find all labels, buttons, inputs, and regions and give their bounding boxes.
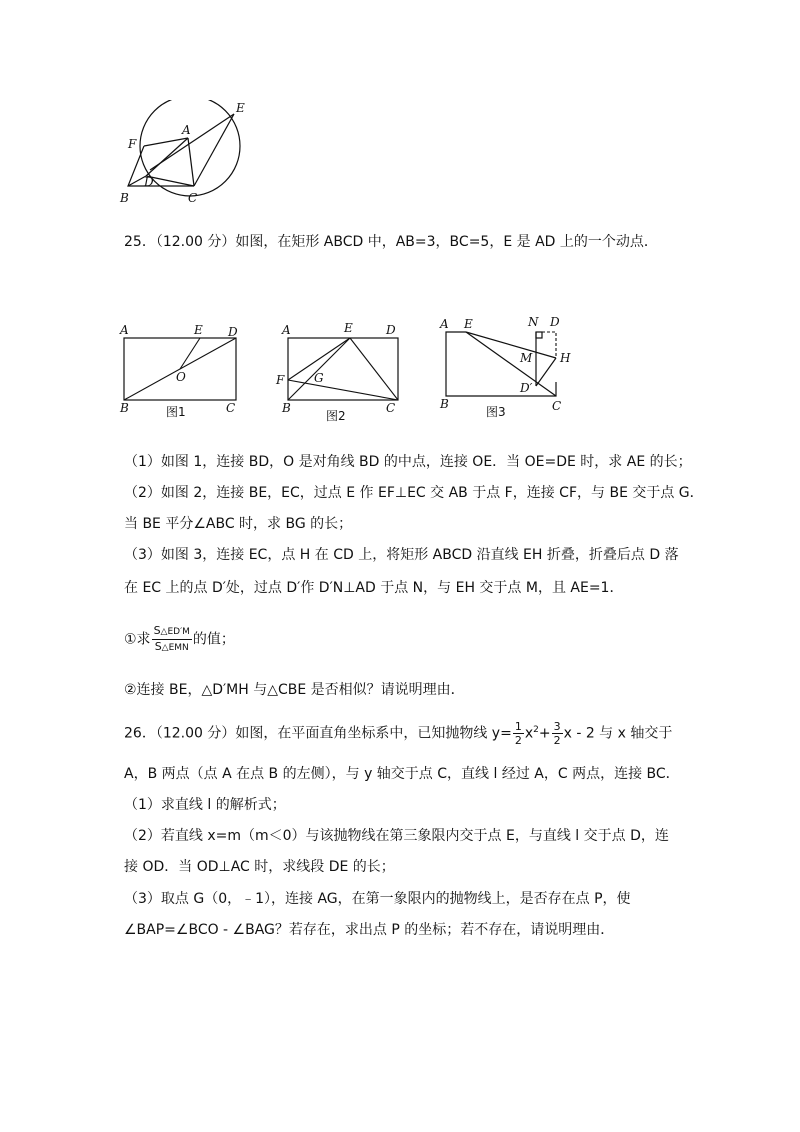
q26-line2: A，B 两点（点 A 在点 B 的左侧），与 y 轴交于点 C，直线 l 经过 A，C 两点，连接 BC． [124, 766, 680, 782]
fig1-caption: 图1 [166, 405, 186, 418]
figure-1 [118, 318, 242, 418]
fraction-one-half [513, 720, 524, 747]
fig3-label-E: E [464, 317, 473, 331]
q25-sub1-suffix: 的值； [192, 631, 235, 648]
label-E: E [236, 101, 245, 115]
fig3-label-D: D [550, 315, 560, 329]
fig2-label-F: F [276, 373, 285, 387]
fig2-label-E: E [344, 321, 353, 335]
fig2-label-B: B [282, 401, 291, 415]
fig1-label-E: E [194, 323, 203, 337]
q26-part2-line2: 接 OD．当 OD⊥AC 时，求线段 DE 的长； [124, 859, 395, 875]
label-F: F [128, 137, 137, 151]
fraction-three-halves [552, 720, 563, 747]
frac2-num: 3 [553, 720, 561, 734]
fig3-label-Dprime: D′ [520, 381, 533, 395]
fig3-label-C: C [552, 399, 562, 413]
q25-sub1-prefix: ①求 [124, 631, 151, 648]
fig2-caption: 图2 [326, 409, 346, 422]
frac1-den: 2 [514, 734, 522, 748]
figure-3 [436, 312, 576, 418]
fig3-label-H: H [560, 351, 571, 365]
fig3-label-B: B [440, 397, 449, 411]
fig3-label-M: M [520, 351, 533, 365]
q26-line1-a: 26．（12.00 分）如图，在平面直角坐标系中，已知抛物线 y= [124, 725, 512, 742]
frac1-num: 1 [514, 720, 522, 734]
q26-plus: + [538, 725, 551, 742]
fig1-label-A: A [120, 323, 129, 337]
area-den-sub: △EMN [161, 643, 189, 653]
q25-part3-line1: （3）如图 3，连接 EC，点 H 在 CD 上，将矩形 ABCD 沿直线 EH 折叠，折叠后点 D 落 [124, 547, 679, 563]
q25-header: 25．（12.00 分）如图，在矩形 ABCD 中，AB=3，BC=5，E 是 AD 上的一个动点． [124, 234, 658, 250]
q26-exp: 2 [533, 725, 539, 735]
figure-2 [272, 318, 408, 422]
q25-part1: （1）如图 1，连接 BD，O 是对角线 BD 的中点，连接 OE．当 OE=DE 时，求 AE 的长； [124, 454, 692, 470]
fig3-label-N: N [528, 315, 539, 329]
q25-sub2: ②连接 BE，△D′MH 与△CBE 是否相似？请说明理由． [124, 682, 465, 698]
q26-part2-line1: （2）若直线 x=m（m＜0）与该抛物线在第三象限内交于点 E，与直线 l 交于点 D，连 [124, 828, 669, 844]
q26-part3-line2: ∠BAP=∠BCO - ∠BAG？若存在，求出点 P 的坐标；若不存在，请说明理由． [124, 922, 615, 938]
fig1-label-O: O [176, 370, 186, 384]
fig3-caption: 图3 [486, 405, 506, 418]
label-A: A [182, 123, 191, 137]
area-num: S [153, 624, 161, 637]
fig2-label-C: C [386, 401, 396, 415]
fig2-label-A: A [282, 323, 291, 337]
fig1-label-B: B [120, 401, 129, 415]
q25-part2-line2: 当 BE 平分∠ABC 时，求 BG 的长； [124, 516, 353, 532]
q26-line1-d: x - 2 与 x 轴交于 [563, 725, 673, 742]
label-B: B [120, 191, 129, 205]
circle-figure [118, 100, 258, 208]
q26-x: x [524, 725, 534, 742]
area-ratio-fraction [152, 624, 192, 655]
q25-part3-line2: 在 EC 上的点 D′处，过点 D′作 D′N⊥AD 于点 N，与 EH 交于点 M，且 AE=1． [124, 580, 624, 596]
fig1-label-C: C [226, 401, 236, 415]
area-den: S [154, 640, 162, 653]
q26-line1 [124, 714, 744, 750]
q26-part1: （1）求直线 l 的解析式； [124, 797, 286, 813]
fig2-label-D: D [386, 323, 396, 337]
q25-sub1 [124, 624, 744, 655]
area-num-sub: △ED′M [160, 627, 190, 637]
fig1-label-D: D [228, 325, 238, 339]
label-C: C [188, 191, 198, 205]
fig3-label-A: A [440, 317, 449, 331]
frac2-den: 2 [553, 734, 561, 748]
label-D: D [144, 175, 154, 189]
fig2-label-G: G [314, 371, 324, 385]
q25-part2-line1: （2）如图 2，连接 BE，EC，过点 E 作 EF⊥EC 交 AB 于点 F，连接 CF，与 BE 交于点 G． [124, 485, 704, 501]
q26-part3-line1: （3）取点 G（0，﹣1），连接 AG，在第一象限内的抛物线上，是否存在点 P，使 [124, 891, 631, 907]
